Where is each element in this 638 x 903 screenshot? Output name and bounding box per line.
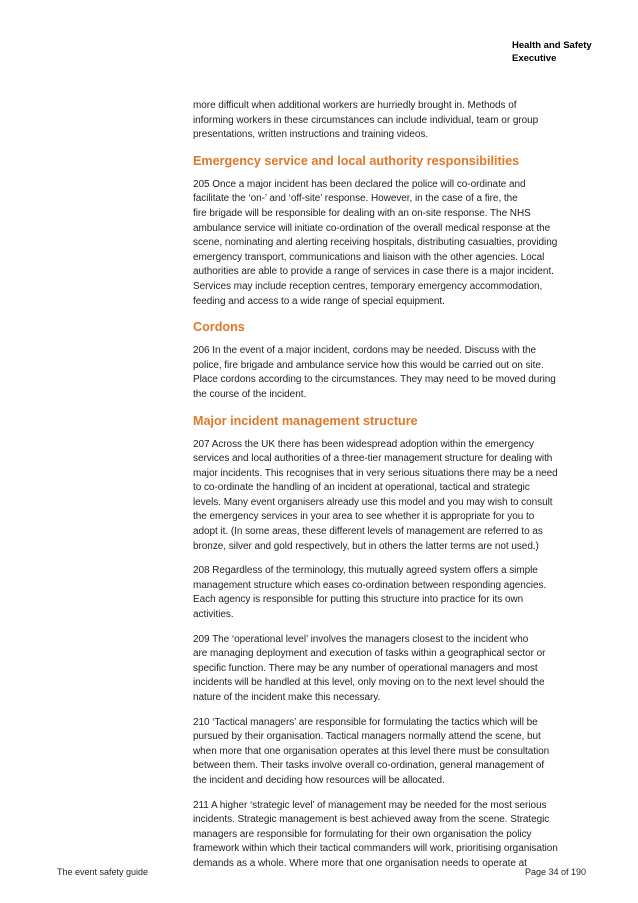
text-line: presentations, written instructions and training videos. [193, 129, 429, 141]
text-line: 210 ‘Tactical managers’ are responsible for formulating the tactics which will be [193, 716, 538, 728]
body-paragraph [193, 178, 585, 309]
text-line: demands as a whole. Where more that one organisation needs to operate at [193, 857, 527, 869]
text-line: 207 Across the UK there has been widespread adoption within the emergency [193, 438, 535, 450]
body-paragraph [193, 438, 585, 555]
text-line: management structure which eases co-ordination between responding agencies. [193, 579, 547, 591]
text-line: incidents. Strategic management is best achieved away from the scene. Strategic [193, 814, 550, 826]
text-line: levels. Many event organisers already use this model and you may wish to consult [193, 496, 553, 508]
text-line: Each agency is responsible for putting this structure into practice for its own [193, 594, 524, 606]
text-line: the course of the incident. [193, 388, 307, 400]
text-line: feeding and access to a wide range of special equipment. [193, 295, 445, 307]
footer-doc-title: The event safety guide [57, 867, 149, 877]
text-line: managers are responsible for formulating for their own organisation the policy [193, 828, 532, 840]
text-line: more difficult when additional workers are hurriedly brought in. Methods of [193, 100, 517, 111]
body-paragraph [193, 716, 585, 789]
sections-container [193, 153, 585, 872]
text-line: Place cordons according to the circumstances. They may need to be moved during [193, 374, 556, 386]
text-line: scene, nominating and alerting receiving hospitals, distributing casualties, providing [193, 237, 558, 249]
text-line: the emergency services in your area to see whether it is appropriate for you to [193, 511, 535, 523]
text-line: framework within which their tactical commanders will work, prioritising organisation [193, 843, 558, 855]
text-line: 206 In the event of a major incident, cordons may be needed. Discuss with the [193, 345, 537, 357]
text-line: emergency transport, communications and liaison with the other agencies. Local [193, 251, 545, 263]
text-line: bronze, silver and gold respectively, but in others the latter terms are not used.) [193, 540, 539, 552]
body-paragraph [193, 633, 585, 706]
publisher-name-line2: Executive [512, 53, 557, 64]
text-line: when more that one organisation operates at this level there must be consultation [193, 745, 550, 757]
text-line: to co-ordinate the handling of an incident at operational, tactical and strategic [193, 482, 530, 494]
text-line: 209 The ‘operational level’ involves the managers closest to the incident who [193, 633, 529, 645]
intro-paragraph [193, 99, 585, 143]
text-line: incidents will be handled at this level, only moving on to the next level should the [193, 677, 545, 689]
text-line: major incidents. This recognises that in very serious situations there may be a need [193, 467, 558, 479]
text-line: 211 A higher ‘strategic level’ of management may be needed for the most serious [193, 799, 547, 811]
text-line: authorities are able to provide a range of services in case there is a major incident. [193, 266, 554, 278]
text-line: specific function. There may be any number of operational managers and most [193, 662, 538, 674]
text-line: nature of the incident make this necessary. [193, 692, 381, 703]
footer-page-number: Page 34 of 190 [525, 867, 587, 877]
text-line: the incident and deciding how resources will be allocated. [193, 774, 445, 786]
section-heading: Major incident management structure [193, 413, 418, 428]
text-line: activities. [193, 609, 234, 621]
section-heading: Cordons [193, 320, 245, 335]
text-line: police, fire brigade and ambulance service how this would be carried out on site. [193, 359, 544, 371]
text-line: between them. Their tasks involve overall co-ordination, general management of [193, 760, 545, 772]
text-line: are managing deployment and execution of tasks within a geographical sector or [193, 648, 546, 660]
body-paragraph [193, 564, 585, 622]
body-paragraph [193, 344, 585, 402]
text-line: pursued by their organisation. Tactical managers normally attend the scene, but [193, 731, 541, 743]
text-line: ambulance service will initiate co-ordination of the overall medical response at the [193, 222, 551, 234]
text-line: adopt it. (In some areas, these different levels of management are referred to as [193, 526, 543, 538]
text-line: 205 Once a major incident has been declared the police will co-ordinate and [193, 178, 526, 190]
text-line: Services may include reception centres, temporary emergency accommodation, [193, 280, 543, 292]
text-line: fire brigade will be responsible for dealing with an on-site response. The NHS [193, 207, 531, 219]
body-paragraph [193, 799, 585, 872]
text-line: informing workers in these circumstances can include individual, team or group [193, 114, 539, 126]
publisher-name-line1: Health and Safety [512, 40, 592, 51]
text-line: facilitate the ‘on-’ and ‘off-site’ response. However, in the case of a fire, the [193, 193, 518, 205]
section-heading: Emergency service and local authority responsibilities [193, 153, 520, 168]
publisher-logo-text [512, 39, 592, 65]
text-line: services and local authorities of a three-tier management structure for dealing with [193, 453, 553, 465]
text-line: 208 Regardless of the terminology, this mutually agreed system offers a simple [193, 565, 538, 577]
document-body [193, 99, 585, 882]
